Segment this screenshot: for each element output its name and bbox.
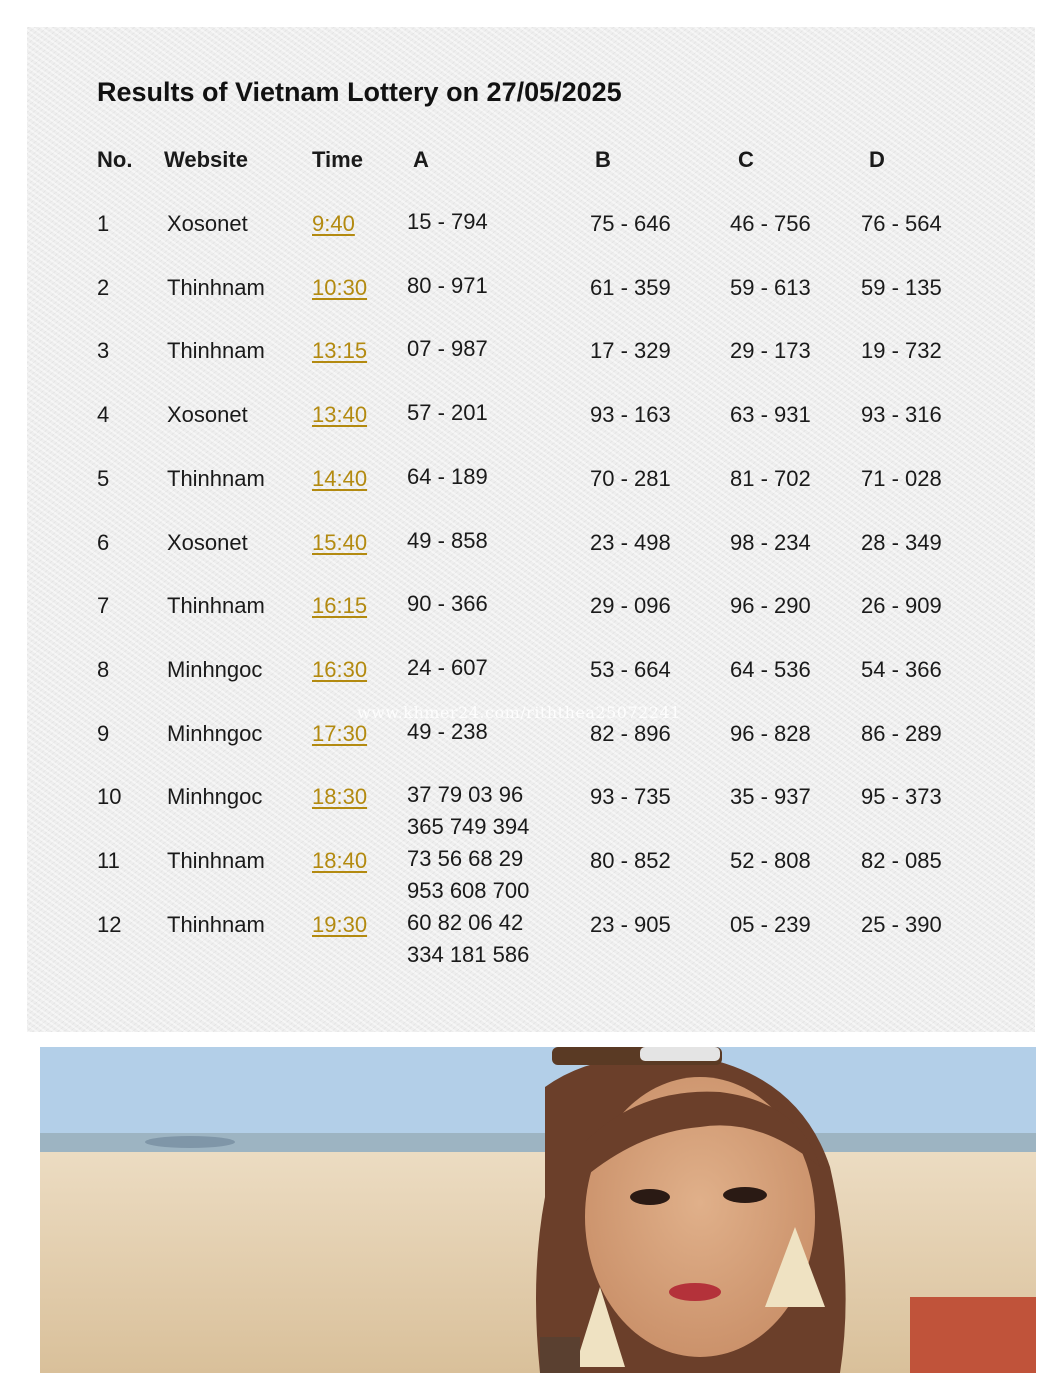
row-result-a	[407, 461, 488, 493]
row-result-a-line: 64 - 189	[407, 464, 488, 489]
beach-portrait-photo	[40, 1047, 1036, 1373]
row-result-d: 54 - 366	[861, 657, 942, 682]
row-result-b: 23 - 498	[590, 530, 671, 555]
header-d: D	[869, 147, 885, 172]
row-result-a-line: 953 608 700	[407, 878, 530, 903]
row-time-link[interactable]: 16:30	[312, 657, 368, 682]
row-result-c: 96 - 828	[730, 721, 811, 746]
row-result-c: 59 - 613	[730, 275, 811, 300]
row-result-a	[407, 525, 488, 557]
row-website: Thinhnam	[167, 593, 265, 618]
header-time: Time	[312, 147, 363, 172]
row-result-c: 05 - 239	[730, 912, 811, 937]
row-website: Xosonet	[167, 402, 248, 427]
row-result-c: 96 - 290	[730, 593, 811, 618]
row-result-b: 53 - 664	[590, 657, 671, 682]
row-result-a-line: 73 56 68 29	[407, 846, 524, 871]
row-result-a-line: 49 - 858	[407, 528, 488, 553]
row-number: 7	[97, 593, 110, 618]
row-website: Thinhnam	[167, 848, 265, 873]
row-result-a-line: 15 - 794	[407, 209, 488, 234]
header-b: B	[595, 147, 611, 172]
row-result-d: 76 - 564	[861, 211, 942, 236]
row-website: Xosonet	[167, 530, 248, 555]
row-result-a-line: 90 - 366	[407, 591, 488, 616]
row-time-link[interactable]: 16:15	[312, 593, 368, 618]
header-no: No.	[97, 147, 133, 172]
row-number: 3	[97, 338, 110, 363]
row-result-d: 25 - 390	[861, 912, 942, 937]
row-time-link[interactable]: 14:40	[312, 466, 368, 491]
row-result-a	[407, 588, 488, 620]
row-result-c: 98 - 234	[730, 530, 811, 555]
header-a: A	[413, 147, 429, 172]
row-result-a	[407, 333, 488, 365]
row-number: 12	[97, 912, 122, 937]
row-result-d: 26 - 909	[861, 593, 942, 618]
row-result-c: 64 - 536	[730, 657, 811, 682]
row-result-b: 80 - 852	[590, 848, 671, 873]
row-result-b: 17 - 329	[590, 338, 671, 363]
row-result-c: 52 - 808	[730, 848, 811, 873]
row-result-c: 35 - 937	[730, 784, 811, 809]
row-result-d: 28 - 349	[861, 530, 942, 555]
row-result-c: 46 - 756	[730, 211, 811, 236]
page-title: Results of Vietnam Lottery on 27/05/2025	[97, 77, 622, 107]
row-result-b: 70 - 281	[590, 466, 671, 491]
row-website: Thinhnam	[167, 275, 265, 300]
row-result-a-line: 07 - 987	[407, 336, 488, 361]
row-time-link[interactable]: 18:40	[312, 848, 368, 873]
watermark-text: www.khmer24.com/riththea25072241	[357, 703, 681, 722]
header-website: Website	[164, 147, 248, 172]
photo-illustration	[40, 1047, 1036, 1373]
row-number: 1	[97, 211, 110, 236]
row-result-a	[407, 206, 488, 238]
row-website: Minhngoc	[167, 784, 263, 809]
row-number: 10	[97, 784, 122, 809]
row-time-link[interactable]: 18:30	[312, 784, 368, 809]
row-result-d: 93 - 316	[861, 402, 942, 427]
row-result-c: 81 - 702	[730, 466, 811, 491]
row-result-d: 19 - 732	[861, 338, 942, 363]
row-result-d: 71 - 028	[861, 466, 942, 491]
row-result-a	[407, 397, 488, 429]
row-result-b: 29 - 096	[590, 593, 671, 618]
row-result-b: 61 - 359	[590, 275, 671, 300]
row-time-link[interactable]: 13:40	[312, 402, 368, 427]
header-c: C	[738, 147, 754, 172]
row-result-b: 93 - 735	[590, 784, 671, 809]
row-time-link[interactable]: 17:30	[312, 721, 368, 746]
row-result-d: 95 - 373	[861, 784, 942, 809]
row-result-a-line: 60 82 06 42	[407, 910, 524, 935]
row-result-b: 93 - 163	[590, 402, 671, 427]
row-result-a	[407, 652, 488, 684]
row-result-d: 82 - 085	[861, 848, 942, 873]
row-result-a-line: 24 - 607	[407, 655, 488, 680]
row-number: 8	[97, 657, 110, 682]
row-website: Thinhnam	[167, 338, 265, 363]
row-result-b: 82 - 896	[590, 721, 671, 746]
row-result-d: 86 - 289	[861, 721, 942, 746]
row-website: Thinhnam	[167, 912, 265, 937]
row-result-d: 59 - 135	[861, 275, 942, 300]
row-website: Minhngoc	[167, 721, 263, 746]
row-result-c: 63 - 931	[730, 402, 811, 427]
row-time-link[interactable]: 9:40	[312, 211, 355, 236]
row-time-link[interactable]: 13:15	[312, 338, 368, 363]
row-website: Minhngoc	[167, 657, 263, 682]
row-result-a-line: 37 79 03 96	[407, 782, 524, 807]
row-website: Thinhnam	[167, 466, 265, 491]
row-result-a	[407, 779, 529, 843]
row-result-a-line: 365 749 394	[407, 814, 530, 839]
row-result-a	[407, 907, 529, 971]
row-result-a-line: 57 - 201	[407, 400, 488, 425]
row-number: 2	[97, 275, 110, 300]
row-result-c: 29 - 173	[730, 338, 811, 363]
row-time-link[interactable]: 10:30	[312, 275, 368, 300]
row-result-a	[407, 270, 488, 302]
row-result-b: 23 - 905	[590, 912, 671, 937]
row-number: 6	[97, 530, 110, 555]
row-website: Xosonet	[167, 211, 248, 236]
row-result-a-line: 49 - 238	[407, 719, 488, 744]
row-time-link[interactable]: 15:40	[312, 530, 368, 555]
row-number: 4	[97, 402, 110, 427]
row-result-a-line: 334 181 586	[407, 942, 530, 967]
results-card	[27, 27, 1035, 1032]
row-result-b: 75 - 646	[590, 211, 671, 236]
row-result-a-line: 80 - 971	[407, 273, 488, 298]
row-time-link[interactable]: 19:30	[312, 912, 368, 937]
row-result-a	[407, 843, 529, 907]
row-number: 11	[97, 848, 120, 873]
row-number: 9	[97, 721, 110, 746]
row-number: 5	[97, 466, 110, 491]
